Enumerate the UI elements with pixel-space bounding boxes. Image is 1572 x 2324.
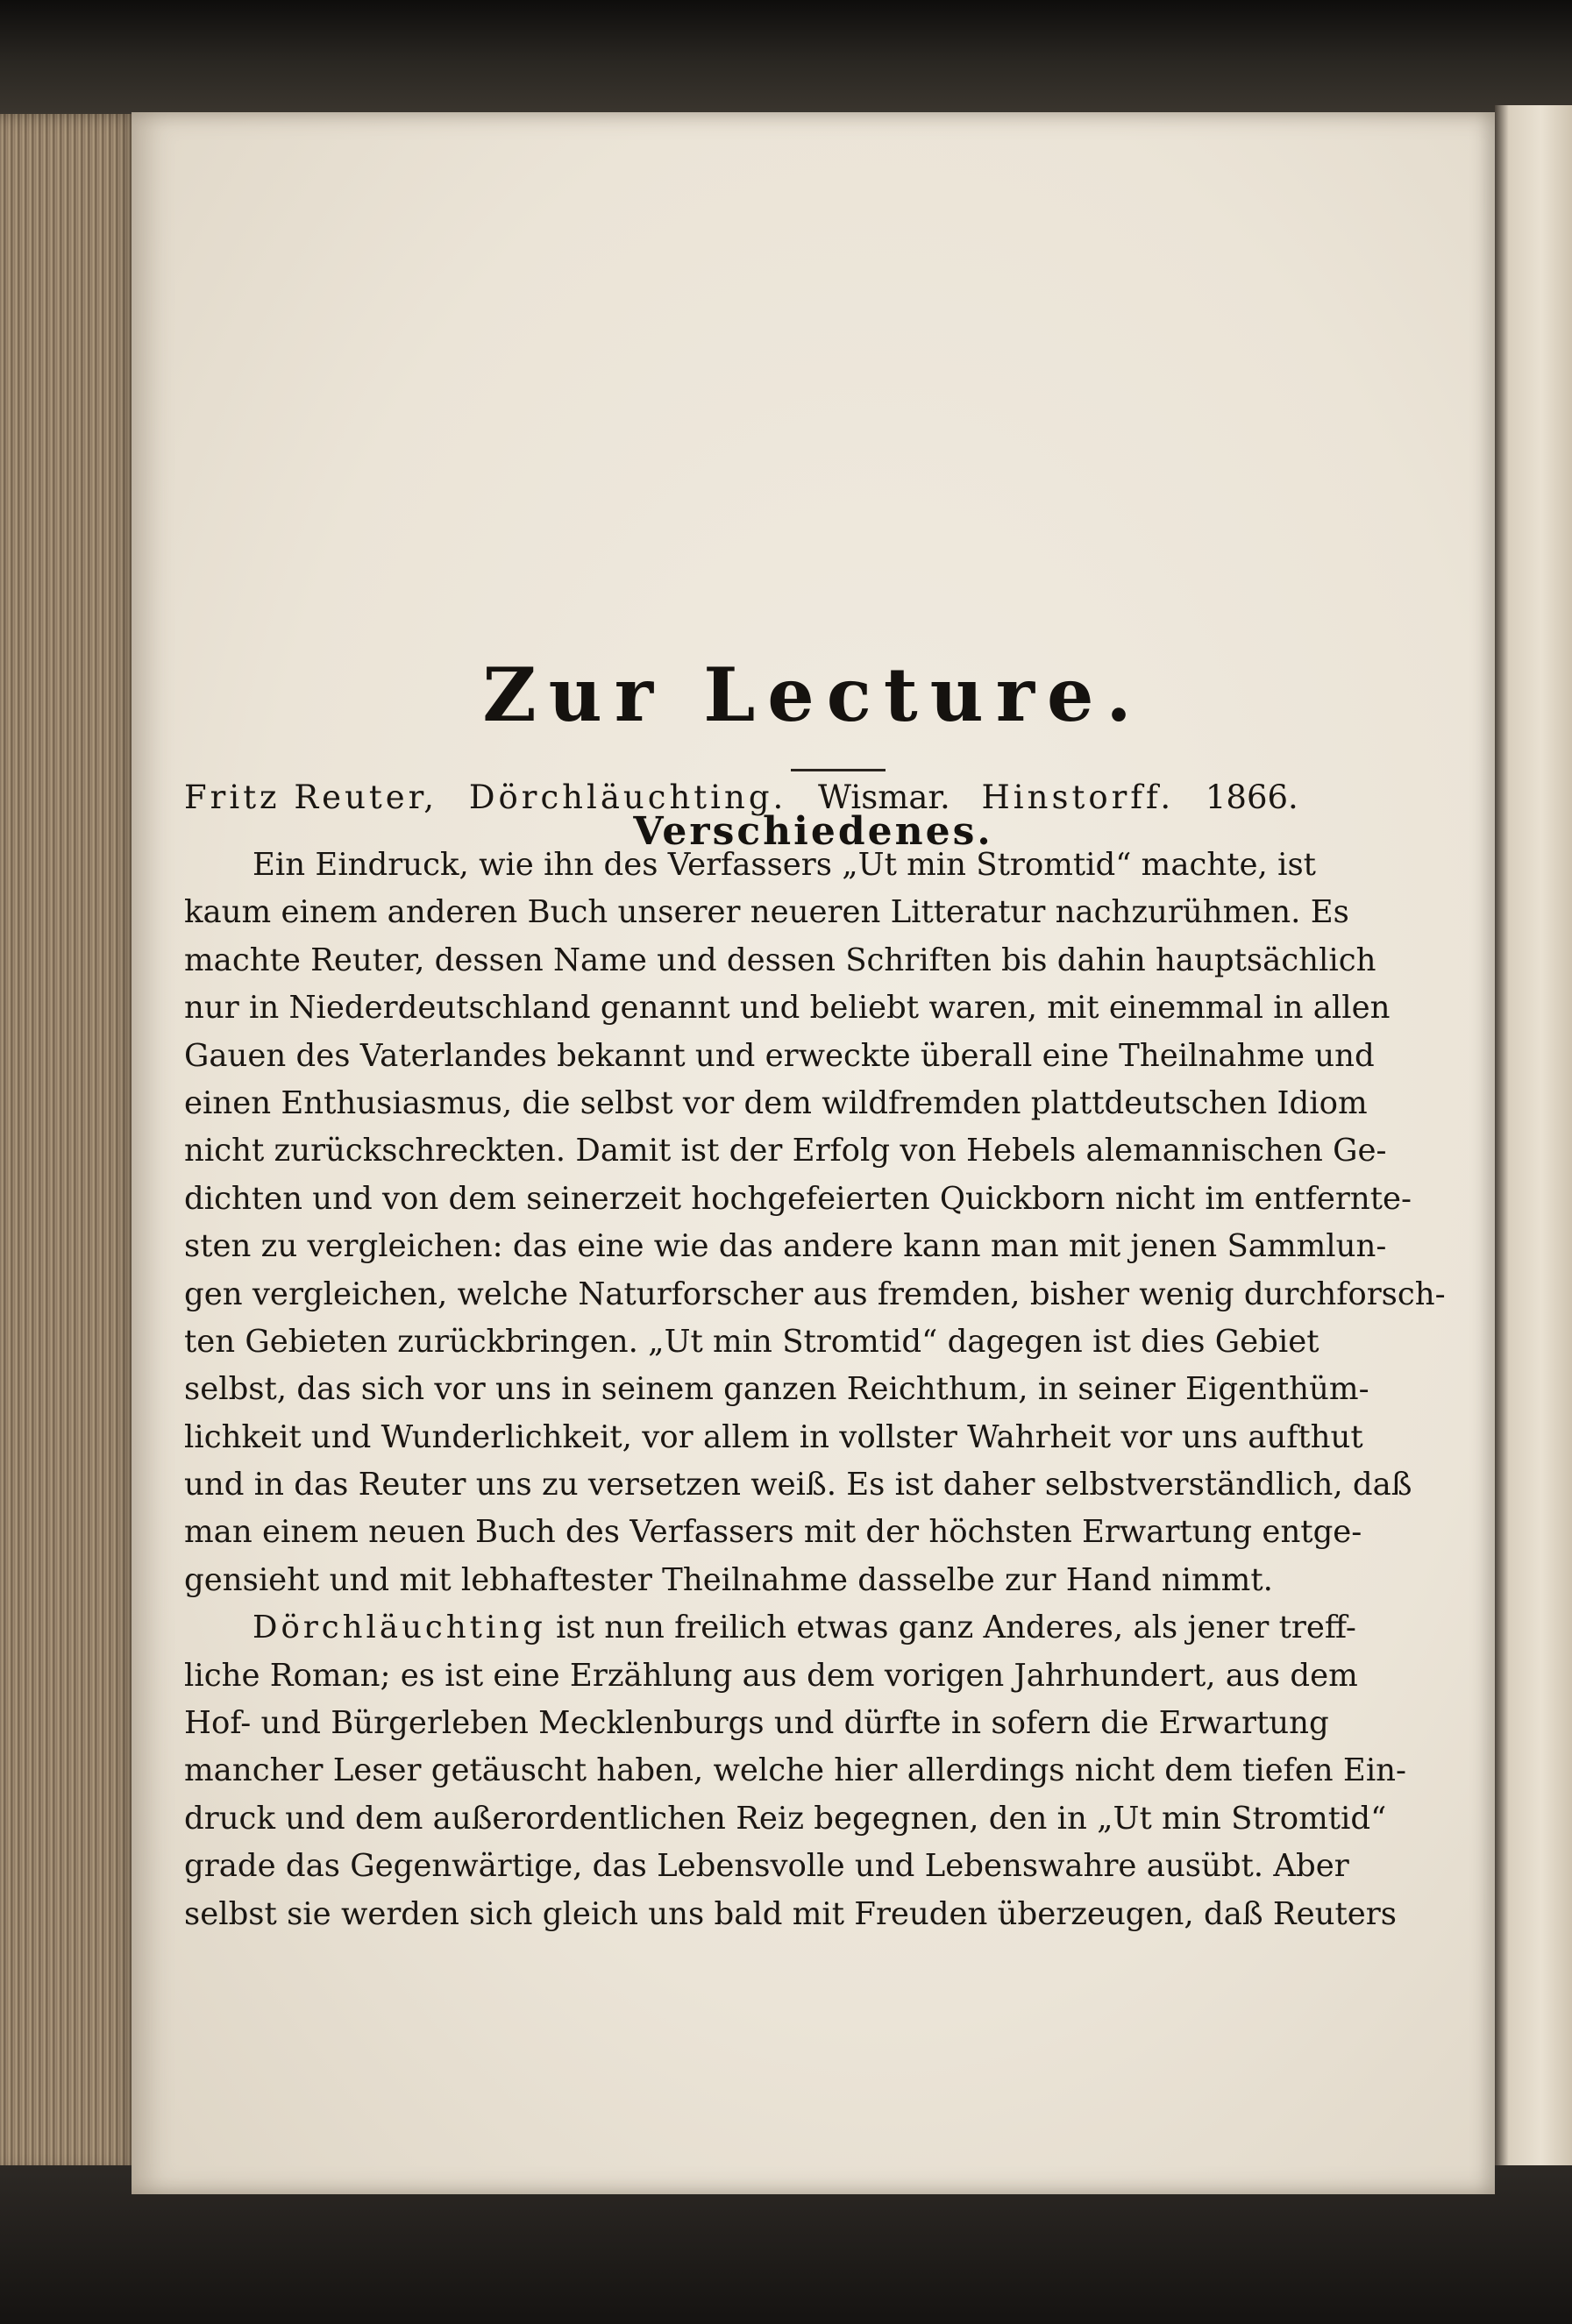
citation-year: 1866. <box>1205 778 1298 816</box>
text-line: druck und dem außerordentlichen Reiz begegnen, den in „Ut min Stromtid“ <box>184 1800 1387 1837</box>
citation-publisher: Hinstorff. <box>981 778 1175 816</box>
text-line: nicht zurückschreckten. Damit ist der Erfolg von Hebels alemannischen Ge- <box>184 1133 1387 1169</box>
text-line: sten zu vergleichen: das eine wie das andere kann man mit jenen Sammlun- <box>184 1228 1387 1265</box>
text-line: selbst sie werden sich gleich uns bald mit Freuden überzeugen, daß Reuters <box>184 1895 1397 1932</box>
book-title-emphasis: Dörchläuchting <box>253 1610 546 1646</box>
text-line: nur in Niederdeutschland genannt und beliebt waren, mit einemmal in allen <box>184 990 1391 1027</box>
text-line: machte Reuter, dessen Name und dessen Schriften bis dahin hauptsächlich <box>184 942 1376 978</box>
text-line: man einem neuen Buch des Verfassers mit der höchsten Erwartung entge- <box>184 1514 1362 1551</box>
text-line: einen Enthusiasmus, die selbst vor dem wildfremden plattdeutschen Idiom <box>184 1084 1368 1121</box>
paragraph-1 <box>184 842 1446 1604</box>
citation-place: Wismar. <box>818 778 950 816</box>
book-facing-page-edge <box>1495 105 1572 2209</box>
body-text <box>184 842 1446 1938</box>
text-line: mancher Leser getäuscht haben, welche hier allerdings nicht dem tiefen Ein- <box>184 1752 1407 1789</box>
text-line-rest: ist nun freilich etwas ganz Anderes, als jener treff- <box>545 1610 1356 1646</box>
text-line: Ein Eindruck, wie ihn des Verfassers „Ut min Stromtid“ machte, ist <box>253 847 1316 883</box>
text-line: kaum einem anderen Buch unserer neueren Litteratur nachzurühmen. Es <box>184 894 1349 931</box>
heading-divider <box>791 769 886 771</box>
citation-author: Fritz Reuter, <box>184 778 438 816</box>
text-line: lichkeit und Wunderlichkeit, vor allem in vollster Wahrheit vor uns aufthut <box>184 1418 1363 1455</box>
text-line: gen vergleichen, welche Naturforscher aus fremden, bisher wenig durchforsch- <box>184 1276 1446 1312</box>
book-page-edges-left <box>0 114 140 2174</box>
text-line: liche Roman; es ist eine Erzählung aus dem vorigen Jahrhundert, aus dem <box>184 1657 1358 1694</box>
text-line: grade das Gegenwärtige, das Lebensvolle und Lebenswahre ausübt. Aber <box>184 1848 1349 1885</box>
citation-title: Dörchläuchting. <box>468 778 787 816</box>
text-line: selbst, das sich vor uns in seinem ganzen Reichthum, in seiner Eigenthüm- <box>184 1371 1369 1408</box>
book-citation <box>184 778 1319 816</box>
paragraph-2 <box>184 1604 1407 1938</box>
text-line: Gauen des Vaterlandes bekannt und erweckte überall eine Theilnahme und <box>184 1037 1375 1074</box>
text-line: und in das Reuter uns zu versetzen weiß. Es ist daher selbstverständlich, daß <box>184 1467 1412 1503</box>
section-heading: Zur Lecture. <box>482 651 1144 738</box>
text-line: Hof- und Bürgerleben Mecklenburgs und dürfte in sofern die Erwartung <box>184 1705 1329 1742</box>
book-top-edge <box>0 0 1572 114</box>
text-line-lead <box>184 1604 1356 1652</box>
section-subheading: Verschiedenes. <box>633 809 993 854</box>
text-line: dichten und von dem seinerzeit hochgefeierten Quickborn nicht im entfernte- <box>184 1180 1412 1217</box>
text-line: ten Gebieten zurückbringen. „Ut min Stromtid“ dagegen ist dies Gebiet <box>184 1323 1319 1360</box>
text-line: gensieht und mit lebhaftester Theilnahme dasselbe zur Hand nimmt. <box>184 1561 1273 1598</box>
